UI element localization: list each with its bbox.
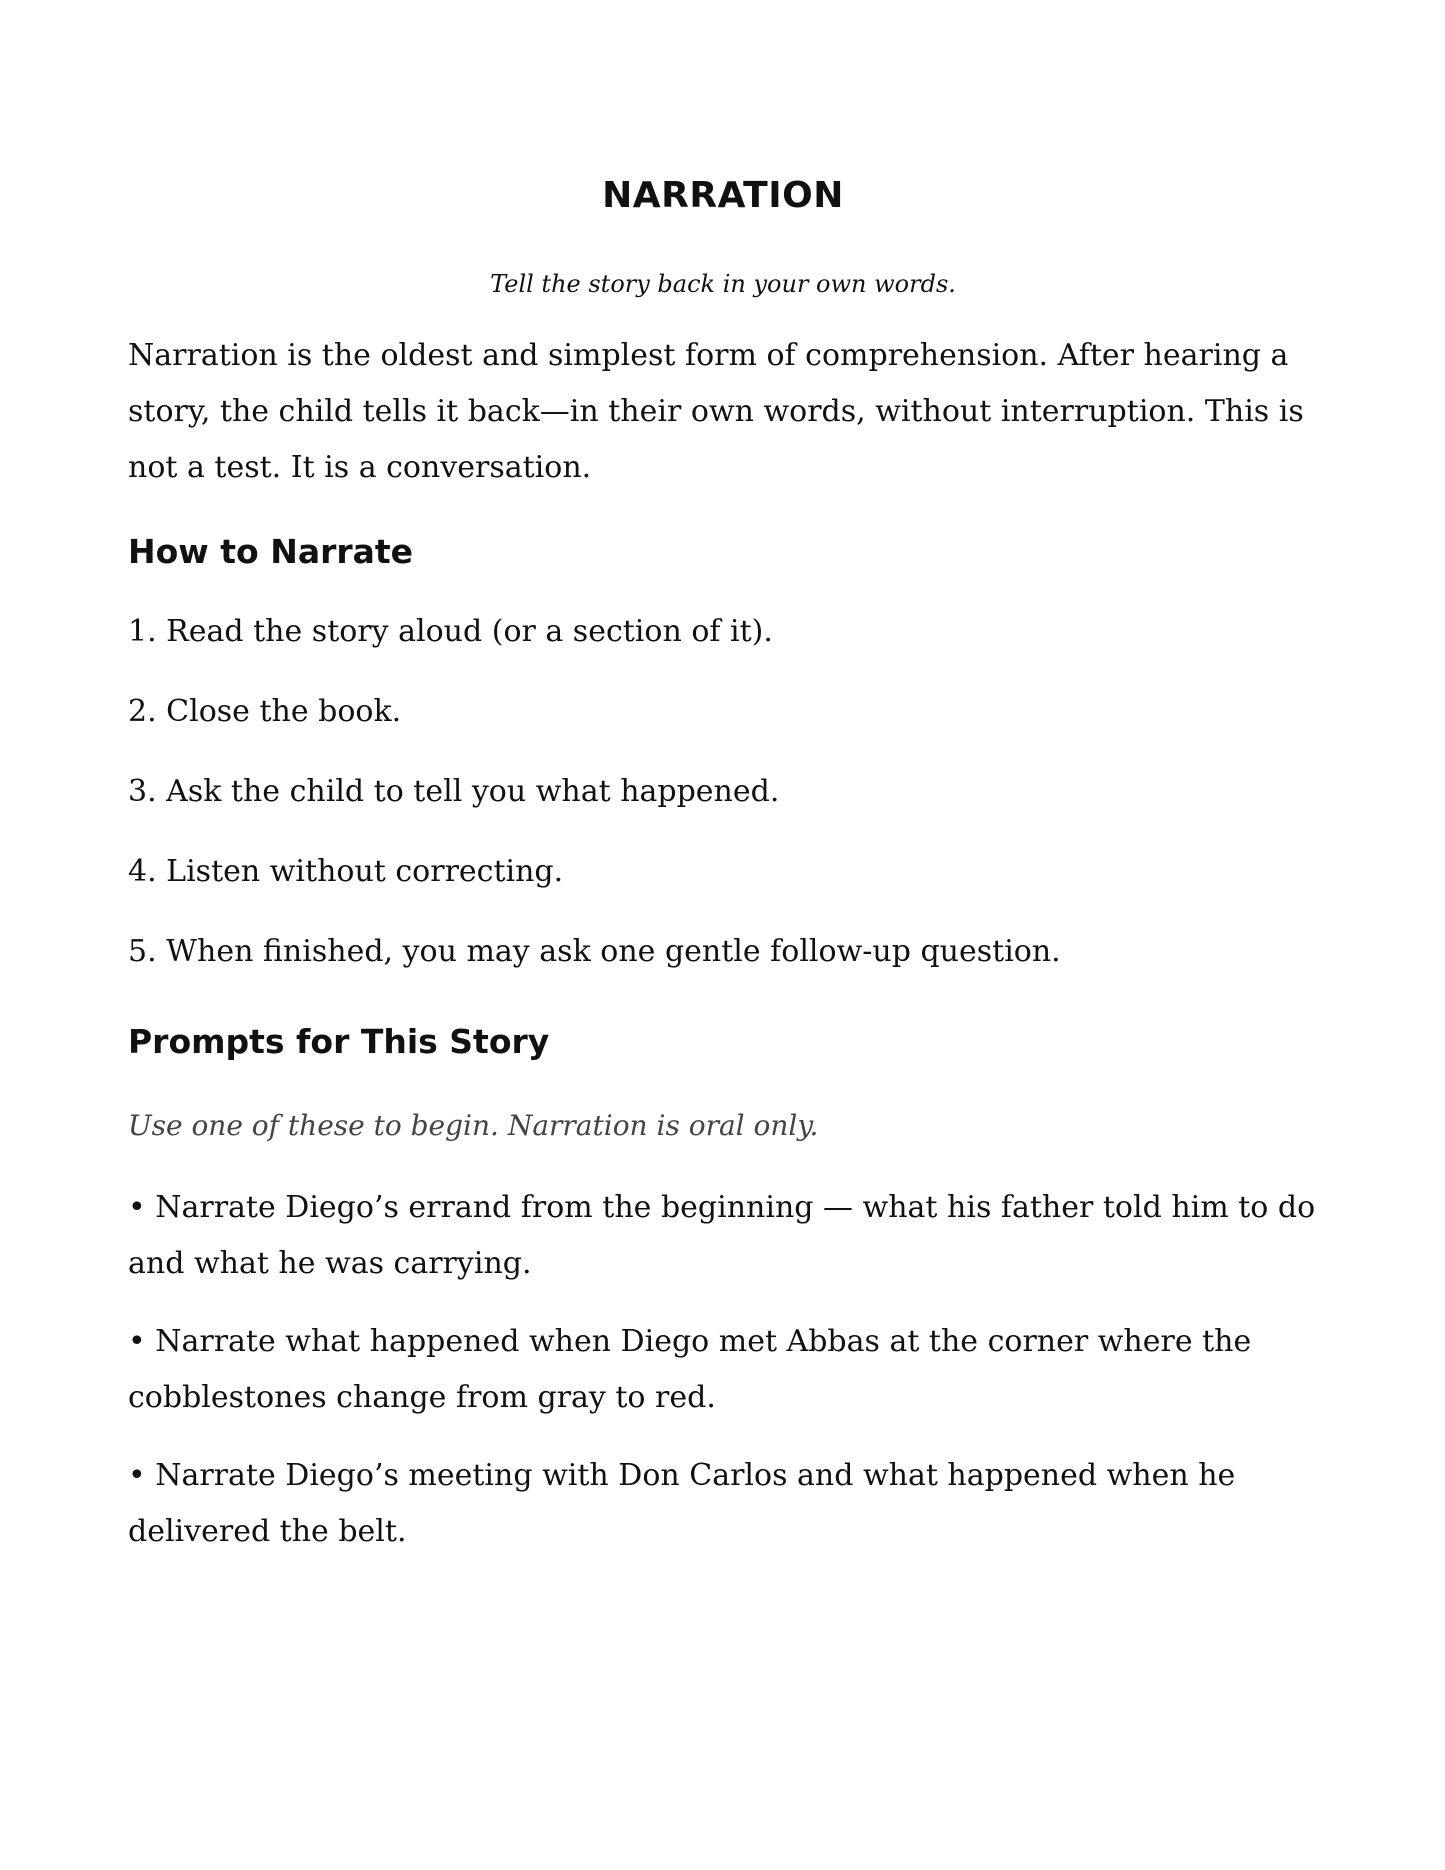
prompt-item: • Narrate Diego’s meeting with Don Carlos and what happened when he delivered the belt. (128, 1458, 1236, 1549)
page-title: NARRATION (602, 175, 844, 216)
step-item: 2. Close the book. (128, 694, 402, 729)
step-item: 4. Listen without correcting. (128, 854, 564, 889)
how-to-heading: How to Narrate (128, 532, 414, 571)
steps-list (128, 612, 1318, 1012)
page-subtitle: Tell the story back in your own words. (490, 270, 956, 298)
intro-paragraph: Narration is the oldest and simplest form of comprehension. After hearing a story, the child tells it back—in their own words, without interruption. This is not a test. It is a conversation. (128, 338, 1304, 485)
step-item: 5. When finished, you may ask one gentle follow-up question. (128, 934, 1061, 969)
prompts-heading: Prompts for This Story (128, 1022, 550, 1061)
prompts-note: Use one of these to begin. Narration is oral only. (128, 1109, 819, 1142)
step-item: 3. Ask the child to tell you what happened. (128, 774, 780, 809)
prompts-list (128, 1180, 1318, 1582)
prompt-item: • Narrate what happened when Diego met Abbas at the corner where the cobblestones change from gray to red. (128, 1324, 1252, 1415)
prompt-item: • Narrate Diego’s errand from the beginning — what his father told him to do and what he was carrying. (128, 1190, 1316, 1281)
step-item: 1. Read the story aloud (or a section of it). (128, 614, 773, 649)
